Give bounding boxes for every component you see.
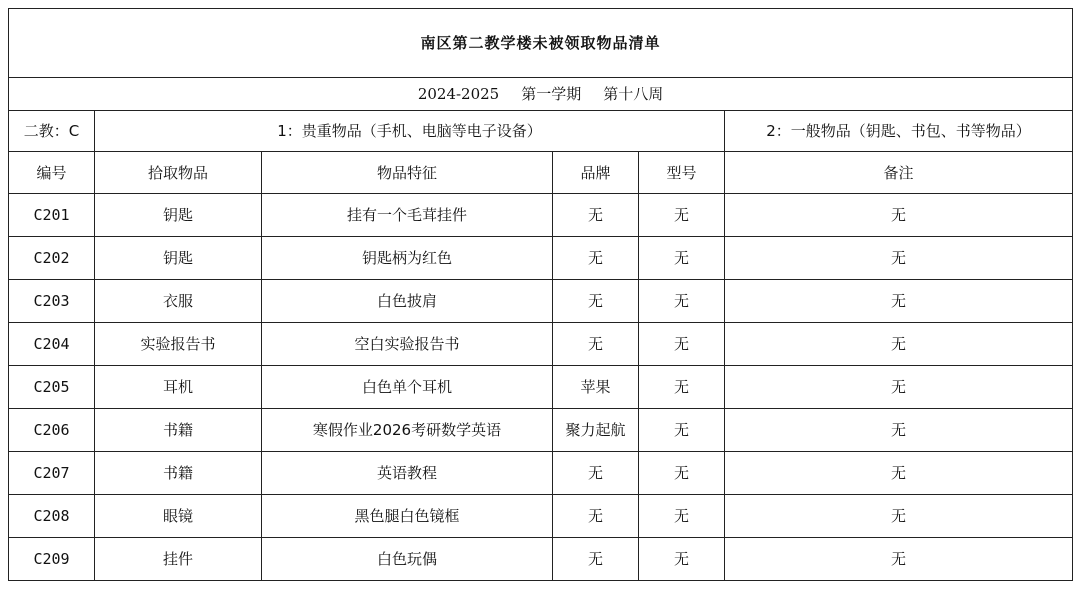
cell-note: 无 [725,495,1073,538]
cell-feature: 钥匙柄为红色 [262,237,553,280]
cell-note: 无 [725,280,1073,323]
cell-feature: 黑色腿白色镜框 [262,495,553,538]
table-row [9,452,1073,495]
cell-item: 耳机 [95,366,262,409]
cell-item: 书籍 [95,409,262,452]
table-row [9,366,1073,409]
semester: 第一学期 [521,85,582,103]
cell-brand: 无 [553,538,639,581]
cell-feature: 白色玩偶 [262,538,553,581]
cell-id: C208 [9,495,95,538]
table-row [9,538,1073,581]
valuable-category-label: 1：贵重物品（手机、电脑等电子设备） [95,111,725,152]
cell-feature: 英语教程 [262,452,553,495]
cell-brand: 无 [553,452,639,495]
header-note: 备注 [725,152,1073,194]
cell-id: C201 [9,194,95,237]
cell-id: C205 [9,366,95,409]
header-item: 拾取物品 [95,152,262,194]
cell-id: C203 [9,280,95,323]
category-row [9,111,1073,152]
table-row [9,280,1073,323]
cell-feature: 挂有一个毛茸挂件 [262,194,553,237]
term-cell [9,78,1073,111]
cell-item: 衣服 [95,280,262,323]
cell-model: 无 [639,409,725,452]
table-row [9,495,1073,538]
cell-item: 挂件 [95,538,262,581]
unclaimed-items-sheet [8,8,1072,602]
cell-feature: 白色披肩 [262,280,553,323]
cell-item: 眼镜 [95,495,262,538]
sheet-title: 南区第二教学楼未被领取物品清单 [9,9,1073,78]
building-label: 二教：C [9,111,95,152]
cell-model: 无 [639,194,725,237]
cell-brand: 无 [553,194,639,237]
cell-model: 无 [639,237,725,280]
header-feature: 物品特征 [262,152,553,194]
cell-note: 无 [725,538,1073,581]
table-row [9,409,1073,452]
cell-id: C206 [9,409,95,452]
table-row [9,194,1073,237]
header-row [9,152,1073,194]
cell-id: C202 [9,237,95,280]
cell-brand: 聚力起航 [553,409,639,452]
cell-note: 无 [725,194,1073,237]
cell-model: 无 [639,495,725,538]
cell-brand: 无 [553,323,639,366]
table-row [9,323,1073,366]
table-row [9,237,1073,280]
cell-id: C207 [9,452,95,495]
cell-note: 无 [725,237,1073,280]
cell-item: 钥匙 [95,194,262,237]
academic-year: 2024-2025 [417,85,500,103]
header-model: 型号 [639,152,725,194]
header-id: 编号 [9,152,95,194]
cell-model: 无 [639,452,725,495]
cell-feature: 白色单个耳机 [262,366,553,409]
term-row [9,78,1073,111]
cell-item: 实验报告书 [95,323,262,366]
cell-brand: 无 [553,237,639,280]
cell-note: 无 [725,323,1073,366]
cell-feature: 空白实验报告书 [262,323,553,366]
cell-note: 无 [725,366,1073,409]
cell-note: 无 [725,409,1073,452]
cell-id: C204 [9,323,95,366]
cell-id: C209 [9,538,95,581]
week: 第十八周 [603,85,664,103]
cell-note: 无 [725,452,1073,495]
title-row [9,9,1073,78]
cell-brand: 苹果 [553,366,639,409]
cell-item: 钥匙 [95,237,262,280]
cell-brand: 无 [553,280,639,323]
cell-model: 无 [639,538,725,581]
cell-item: 书籍 [95,452,262,495]
cell-model: 无 [639,323,725,366]
cell-feature: 寒假作业2026考研数学英语 [262,409,553,452]
cell-model: 无 [639,280,725,323]
general-category-label: 2：一般物品（钥匙、书包、书等物品） [725,111,1073,152]
header-brand: 品牌 [553,152,639,194]
unclaimed-items-table [8,8,1073,581]
cell-brand: 无 [553,495,639,538]
cell-model: 无 [639,366,725,409]
